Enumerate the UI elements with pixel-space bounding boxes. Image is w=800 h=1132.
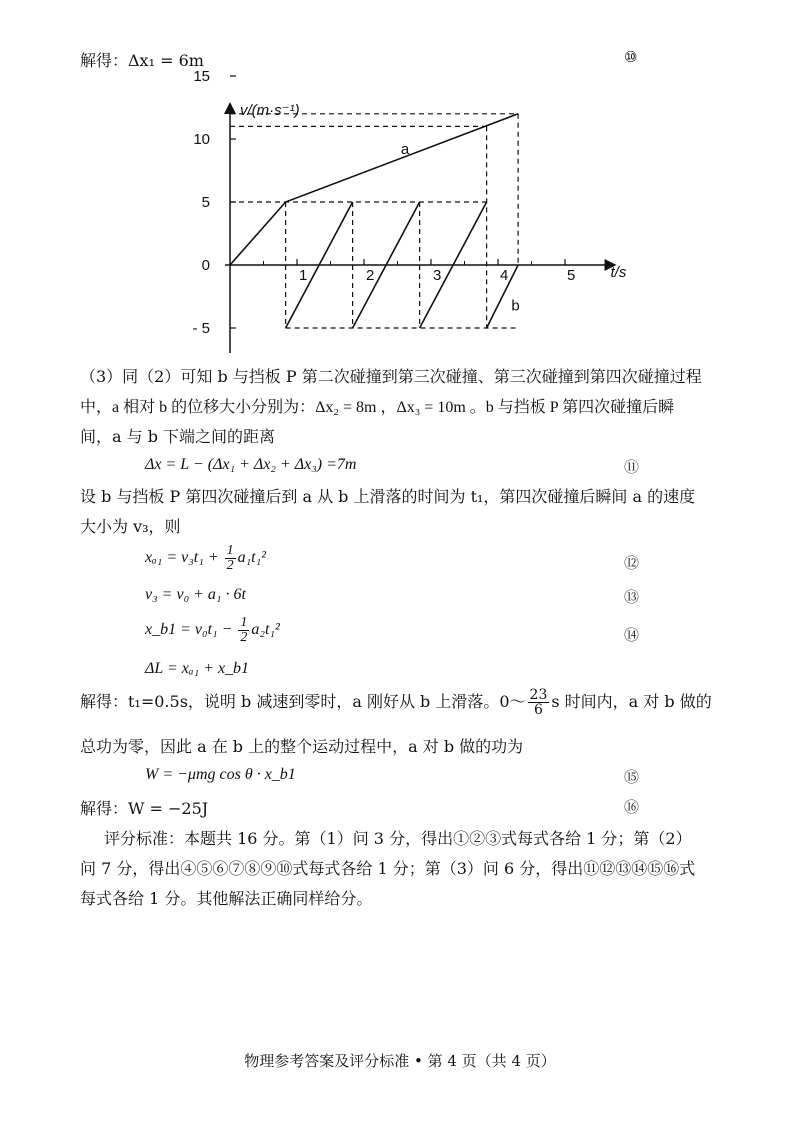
equation-12-left: xₐ₁ = v₃t₁ + [145,549,223,567]
equation-number-15: ⑮ [624,768,640,786]
equation-number-11: ⑪ [624,458,640,476]
fraction-half [225,544,236,573]
x-tick-label: 1 [299,267,308,284]
fraction-denominator: 2 [226,558,234,573]
equation-delta-l: ΔL = xₐ₁ + x_b1 [145,660,250,677]
equation-number-12: ⑫ [624,554,640,572]
paragraph-4-line-1: 设 b 与挡板 P 第四次碰撞后到 a 从 b 上滑落的时间为 t₁，第四次碰撞后瞬间 a 的速度 [80,487,696,506]
equation-11: Δx = L − (Δx₁ + Δx₂ + Δx₃) =7m [145,456,357,473]
paragraph-5-line-1 [80,688,712,717]
y-tick-label: 15 [193,68,210,85]
y-tick-label: 0 [201,257,210,274]
paragraph-3-line-3: 间，a 与 b 下端之间的距离 [80,427,276,446]
y-axis-label: v/(m·s⁻¹) [240,102,300,119]
equation-12-right: a₁t₁² [237,549,266,567]
fraction-denominator: 6 [534,702,543,718]
equation-15: W = −μmg cos θ · x_b1 [145,766,296,783]
fraction-numerator: 1 [226,543,234,558]
equation-14 [145,616,280,645]
paragraph-5-part-b: s 时间内，a 对 b 做的 [551,692,712,711]
fraction-half [238,616,249,645]
equation-number-16: ⑯ [624,798,640,816]
y-tick-label: 10 [193,131,210,148]
solution-delta-x1: 解得：Δx₁ = 6m [80,51,204,70]
equation-number-14: ⑭ [624,626,640,644]
x-axis-label: t/s [610,264,627,281]
y-tick-label: - 5 [192,320,210,337]
x-tick-label: 4 [500,267,509,284]
equation-number-10: ⑩ [624,48,638,66]
velocity-time-chart [192,68,627,337]
series-b-label: b [511,297,520,315]
equation-12 [145,544,266,573]
series-a-label: a [400,141,410,159]
fraction-numerator: 1 [240,615,248,630]
solution-work: 解得：W = −25J [80,799,209,818]
equation-number-13: ⑬ [624,588,640,606]
page-footer: 物理参考答案及评分标准 • 第 4 页（共 4 页） [244,1052,556,1070]
paragraph-4-line-2: 大小为 v₃，则 [80,517,181,536]
grading-line-3: 每式各给 1 分。其他解法正确同样给分。 [80,889,373,908]
series-a-line [230,114,518,265]
x-tick-label: 5 [567,267,576,284]
fraction-23-over-6 [528,688,550,717]
x-tick-label: 3 [433,267,442,284]
equation-13: v₃ = v₀ + a₁ · 6t [145,586,246,603]
x-tick-label: 2 [366,267,375,284]
chart-root [192,68,626,353]
y-tick-label: 5 [201,194,210,211]
paragraph-3-line-2: 中，a 相对 b 的位移大小分别为：Δx₂ = 8m ，Δx₃ = 10m 。b 与挡板 P 第四次碰撞后瞬 [80,399,675,416]
equation-14-right: a₂t₁² [251,621,280,639]
fraction-denominator: 2 [240,630,248,645]
paragraph-3-line-1: （3）同（2）可知 b 与挡板 P 第二次碰撞到第三次碰撞、第三次碰撞到第四次碰撞过程 [80,367,702,386]
grading-line-1: 评分标准：本题共 16 分。第（1）问 3 分，得出①②③式每式各给 1 分；第（2） [104,829,692,848]
paragraph-5-part-a: 解得：t₁=0.5s，说明 b 减速到零时，a 刚好从 b 上滑落。0～ [80,692,526,711]
paragraph-5-line-2: 总功为零，因此 a 在 b 上的整个运动过程中，a 对 b 做的功为 [80,737,524,756]
fraction-numerator: 23 [529,687,548,703]
grading-line-2: 问 7 分，得出④⑤⑥⑦⑧⑨⑩式每式各给 1 分；第（3）问 6 分，得出⑪⑫⑬⑭⑮⑯式 [80,859,696,878]
equation-14-left: x_b1 = v₀t₁ − [145,621,237,639]
